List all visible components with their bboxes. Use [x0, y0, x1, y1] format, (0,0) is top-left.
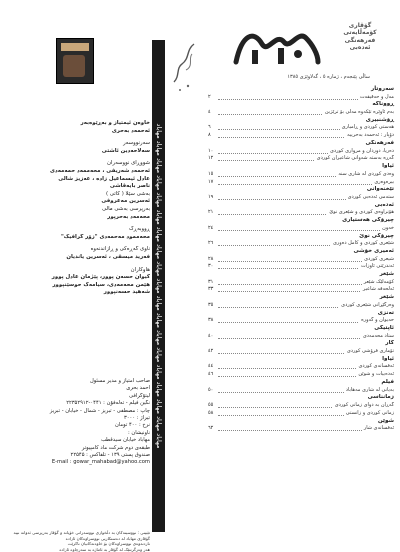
toc-page-number: ١٠: [208, 147, 214, 154]
notice-line: ناردنەوەی نووسراوەکان بۆ خاوەنەکانیان ناکرێت: [67, 541, 150, 547]
toc-entry-title: تۆماری فرۆشی کوردی: [346, 348, 394, 355]
cover-title-strip: [61, 43, 89, 51]
masthead: [208, 16, 394, 82]
credit-name: سەلاحەدین ئاشتی: [101, 147, 150, 154]
masthead-title-line: گۆڤاری: [348, 22, 372, 29]
toc-page-number: ٥٥: [208, 402, 214, 409]
staff-credits: [10, 120, 150, 297]
toc-page-number: ٢٦: [208, 240, 214, 247]
credit-name: هێمن محەمەدی، سیامەک حوسێنپوور: [52, 281, 150, 288]
toc-section-title: ئەمیری خۆشی: [353, 247, 394, 254]
toc-page-number: ٢: [208, 93, 211, 100]
credit-role: شووڕای نووسەران: [107, 160, 150, 167]
toc-entry[interactable]: [208, 410, 394, 418]
toc-page-number: ٤٤: [208, 363, 214, 370]
credit-role: هاوکاران: [130, 266, 150, 273]
toc-entry[interactable]: [208, 148, 394, 156]
issue-line: ساڵی پێنجەم ، ژمارە ٥ ، گەلاوێژی ١٣٨٥: [287, 74, 370, 80]
publisher-contact: [10, 378, 150, 467]
magazine-subtitle: [328, 22, 392, 52]
toc-entry[interactable]: [208, 363, 394, 371]
calligraphy-emblem: [168, 40, 200, 100]
credit-name: محەمەد بەحرپور: [107, 213, 150, 220]
credit-name: محەممود مەحمەدی "زۆر گرافیک": [60, 233, 150, 240]
toc-entry-title: شێعری کوردی و کامڵ دەوری: [332, 240, 394, 247]
credit-name: خاوەن ئیمتیاز و بەڕێوەبەر: [80, 120, 150, 126]
toc-entry[interactable]: [208, 348, 394, 356]
toc-page-number: ٦: [208, 124, 211, 131]
toc-page-number: ١٩: [208, 193, 214, 200]
contact-line: صندوق پستی ۱۳۹ - تلفاکس : ۲۲۵۴۵: [70, 452, 150, 459]
toc-section-title: ئاپتیکی: [374, 325, 394, 332]
contact-line: صاحب امتیاز و مدیر مسئول: [89, 378, 150, 384]
toc-entry[interactable]: [208, 387, 394, 395]
credit-name: فەرید میسقی ، ئەسرین یاندیان: [66, 253, 150, 260]
toc-page-number: ٣٠: [208, 263, 214, 270]
cover-image: [63, 55, 85, 77]
vertical-title-band: [152, 40, 165, 532]
toc-section-title: ئیاوا: [382, 355, 394, 362]
credit-name: شەهید حسەنپوور: [103, 289, 150, 296]
toc-entry-title: ئەفسانەی کوردی: [358, 363, 394, 370]
toc-entry-title: هۆنراوەی کوردی و شێعری نوێ: [329, 209, 394, 216]
toc-section-title: کار: [385, 340, 394, 347]
toc-entry[interactable]: [208, 256, 394, 264]
contact-line: احمد بحری: [126, 385, 150, 392]
toc-entry[interactable]: [208, 333, 394, 341]
toc-entry-title: زمانی کوردی و زانستی: [345, 409, 394, 416]
credit-name: کیوان حسەن پوور، پێژمان عادل پوور: [51, 274, 150, 281]
toc-entry[interactable]: [208, 279, 394, 287]
toc-entry[interactable]: [208, 194, 394, 202]
toc-entry-title: حەیوان و گەورە: [361, 317, 394, 324]
toc-entry-title: ئەفسانەی شار: [363, 425, 394, 432]
toc-section-title: شوێن: [377, 417, 394, 424]
toc-entry[interactable]: [208, 155, 394, 163]
notice-line: تێبینی : نووسینەکان بە دڵخوازی نووسەرانی خۆیانە و گۆڤار بەرپرسی ئەوانە نییە: [13, 530, 150, 535]
contact-line: E-mail : gowar_mahabad@yahoo.com: [51, 459, 150, 466]
toc-page-number: ٥٠: [208, 386, 214, 393]
credit-role: ڕووبەڕگ: [128, 226, 150, 233]
toc-section-title: ئیاوا: [382, 163, 394, 170]
masthead-title-line: ئەدەبی: [349, 44, 371, 52]
toc-entry-title: بەم ئاوێرە تێکەوە مەلی بۆ ترێژین: [324, 108, 394, 115]
cover-thumbnail: [56, 38, 94, 84]
contact-line: تیراژ : ۳۰۰۰: [123, 415, 150, 422]
toc-leader-dots: [218, 184, 394, 185]
toc-entry-title: دۆپار : ئەحمەد بەحرییە: [347, 132, 394, 139]
toc-entry-title: گەڕە بەستە شەوانی شاعیران کوردی: [316, 155, 394, 162]
toc-entry[interactable]: [208, 371, 394, 379]
toc-entry-title: ئەدەبیات و شوێن: [358, 371, 394, 378]
credit-role: سەرنووسەر: [123, 140, 150, 147]
toc-entry-title: وەدی کوردی لە شاری سنە: [338, 170, 394, 177]
notice-line: گۆڤاری مهاباد لە دەستکاریی نووسراوەکان ئازادە: [65, 535, 150, 541]
contact-line: نگین فیلم - تەلەفۆن : ۰۴۴۱-۲۲۳۵۲۹۱۲: [66, 400, 150, 407]
toc-entry-title: هەستی کوردی و ڕامیاری: [341, 124, 394, 131]
toc-section-title: زمانناسی: [367, 394, 394, 401]
toc-entry-title: کۆمەڵێک شێعر: [363, 278, 394, 285]
toc-entry[interactable]: [208, 286, 394, 294]
credit-name: ئەحمەد بەحری: [111, 127, 150, 134]
toc-page-number: ٤٦: [208, 371, 214, 378]
toc-entry-title: شیعری کوردی: [364, 255, 394, 262]
toc-entry-title: دەریا، دوردان و مرواری کوردی: [330, 147, 394, 154]
toc-section-title: تێخنەوانی: [366, 186, 394, 193]
toc-entry[interactable]: [208, 209, 394, 217]
toc-entry-title: خەون: [382, 224, 394, 231]
toc-page-number: ٢١: [208, 209, 214, 216]
toc-section-title: چیرۆکی نوێ: [359, 232, 394, 239]
band-repeated-title: مهاباد مهاباد مهاباد مهاباد مهاباد مهاباد مهاباد مهاباد مهاباد مهاباد مهاباد مهاباد مهاباد مهاباد مهاباد مهاباد مهاباد مهاباد مهاباد: [155, 123, 163, 449]
toc-entry[interactable]: [208, 94, 394, 102]
toc-entry-title: بەیانی لە شاری مەهاباد: [345, 386, 394, 393]
toc-page-number: ٣٨: [208, 317, 214, 324]
toc-page-number: ٤: [208, 108, 211, 115]
toc-page-number: ٢٨: [208, 255, 214, 262]
toc-section-title: ڕۆشنبیری: [365, 116, 394, 123]
toc-entry-title: بیرەوەری: [374, 178, 394, 185]
toc-entry-title: ستەمی ئەدەبی کوردی: [347, 193, 394, 200]
editorial-notice: [10, 530, 150, 552]
toc-entry-title: وەرگێڕانی شێعری کوردی: [341, 301, 394, 308]
credit-role: بەشی سێلا ( کاتی ): [105, 190, 150, 197]
toc-entry[interactable]: [208, 124, 394, 132]
toc-entry[interactable]: [208, 132, 394, 140]
toc-section-title: فیلم: [381, 379, 394, 386]
contact-line: لیتۆگرافی: [129, 392, 150, 399]
contents-column: [206, 8, 394, 538]
toc-entry-title: ئەندرێتی ئاوزات: [360, 263, 394, 270]
toc-page-number: ٥٨: [208, 409, 214, 416]
table-of-contents: [208, 86, 394, 433]
contact-line: نرخ : ۴۰۰ تومان: [114, 422, 150, 429]
toc-entry[interactable]: [208, 402, 394, 410]
toc-page-number: ٣٥: [208, 301, 214, 308]
credit-role: بەرپرسی بەشی مالی: [102, 205, 150, 212]
credit-role: ناوی گەڕەکی و ڕازاندنەوە: [90, 246, 150, 253]
toc-page-number: ٣١: [208, 278, 214, 285]
toc-page-number: ٤٢: [208, 348, 214, 355]
toc-page-number: ٤٠: [208, 332, 214, 339]
masthead-title-line: فەرهەنگی: [344, 36, 376, 44]
credit-name: ئەسرین مەعروفی: [101, 198, 150, 205]
toc-page-number: ٣٣: [208, 286, 214, 293]
masthead-title-line: کۆمەڵایەتی: [343, 29, 377, 37]
toc-section-title: ئەدەبی: [374, 201, 394, 208]
notice-line: هەر وەرگرتنێک لە گۆڤار بە ئاماژە بە سەرچاوە ئازادە: [59, 546, 150, 552]
toc-page-number: ٢٤: [208, 224, 214, 231]
toc-entry-title: ئەلحەفە شاعیر: [362, 286, 394, 293]
toc-entry[interactable]: [208, 240, 394, 248]
toc-section-title: فەرهەنگی: [365, 139, 394, 146]
toc-page-number: ٦٢: [208, 425, 214, 432]
toc-section-title: ڕووناکە: [372, 101, 394, 108]
toc-section-title: سەروتار: [370, 86, 394, 92]
toc-entry[interactable]: [208, 317, 394, 325]
toc-entry[interactable]: [208, 225, 394, 233]
contact-line: مهاباد خیابان سیدقطب: [100, 437, 150, 444]
credit-name: ناصر بایەقاشی: [109, 183, 150, 190]
toc-section-title: شێعر: [379, 271, 394, 278]
toc-entry-title: گەڕان بە دوای زمانی کوردی: [334, 402, 394, 409]
contact-line: طبقەی دوم شرکت ماد کامپیوتر: [81, 444, 150, 451]
magazine-logo: [232, 24, 322, 70]
credit-name: ئەحمەد شەریفی ، محەممەد حمەمەدی: [50, 167, 150, 174]
toc-entry-title: مەل و حەقیقەت: [359, 93, 394, 100]
credit-name: عادل ئیسماعیل زادە ، عەزیز شالی: [58, 175, 150, 182]
toc-entry[interactable]: [208, 179, 394, 187]
toc-leader-dots: [218, 230, 394, 231]
toc-entry-title: ستاد محەمەدی: [362, 332, 394, 339]
toc-entry[interactable]: [208, 171, 394, 179]
toc-page-number: ١٥: [208, 170, 214, 177]
contact-line: چاپ : مصطفی - تبریز - شمال - خیابان - تبریز: [49, 407, 150, 414]
toc-entry[interactable]: [208, 109, 394, 117]
toc-section-title: تەنزی: [377, 309, 394, 316]
toc-entry[interactable]: [208, 425, 394, 433]
toc-entry[interactable]: [208, 263, 394, 271]
contact-line: ناونیشان :: [128, 429, 150, 436]
toc-page-number: ١٧: [208, 178, 214, 185]
toc-section-title: چیرۆکی هەستیاری: [342, 217, 394, 224]
toc-entry[interactable]: [208, 302, 394, 310]
toc-page-number: ٨: [208, 132, 211, 139]
credits-column: [10, 30, 150, 552]
toc-page-number: ١٢: [208, 155, 214, 162]
toc-section-title: شێعر: [379, 294, 394, 301]
